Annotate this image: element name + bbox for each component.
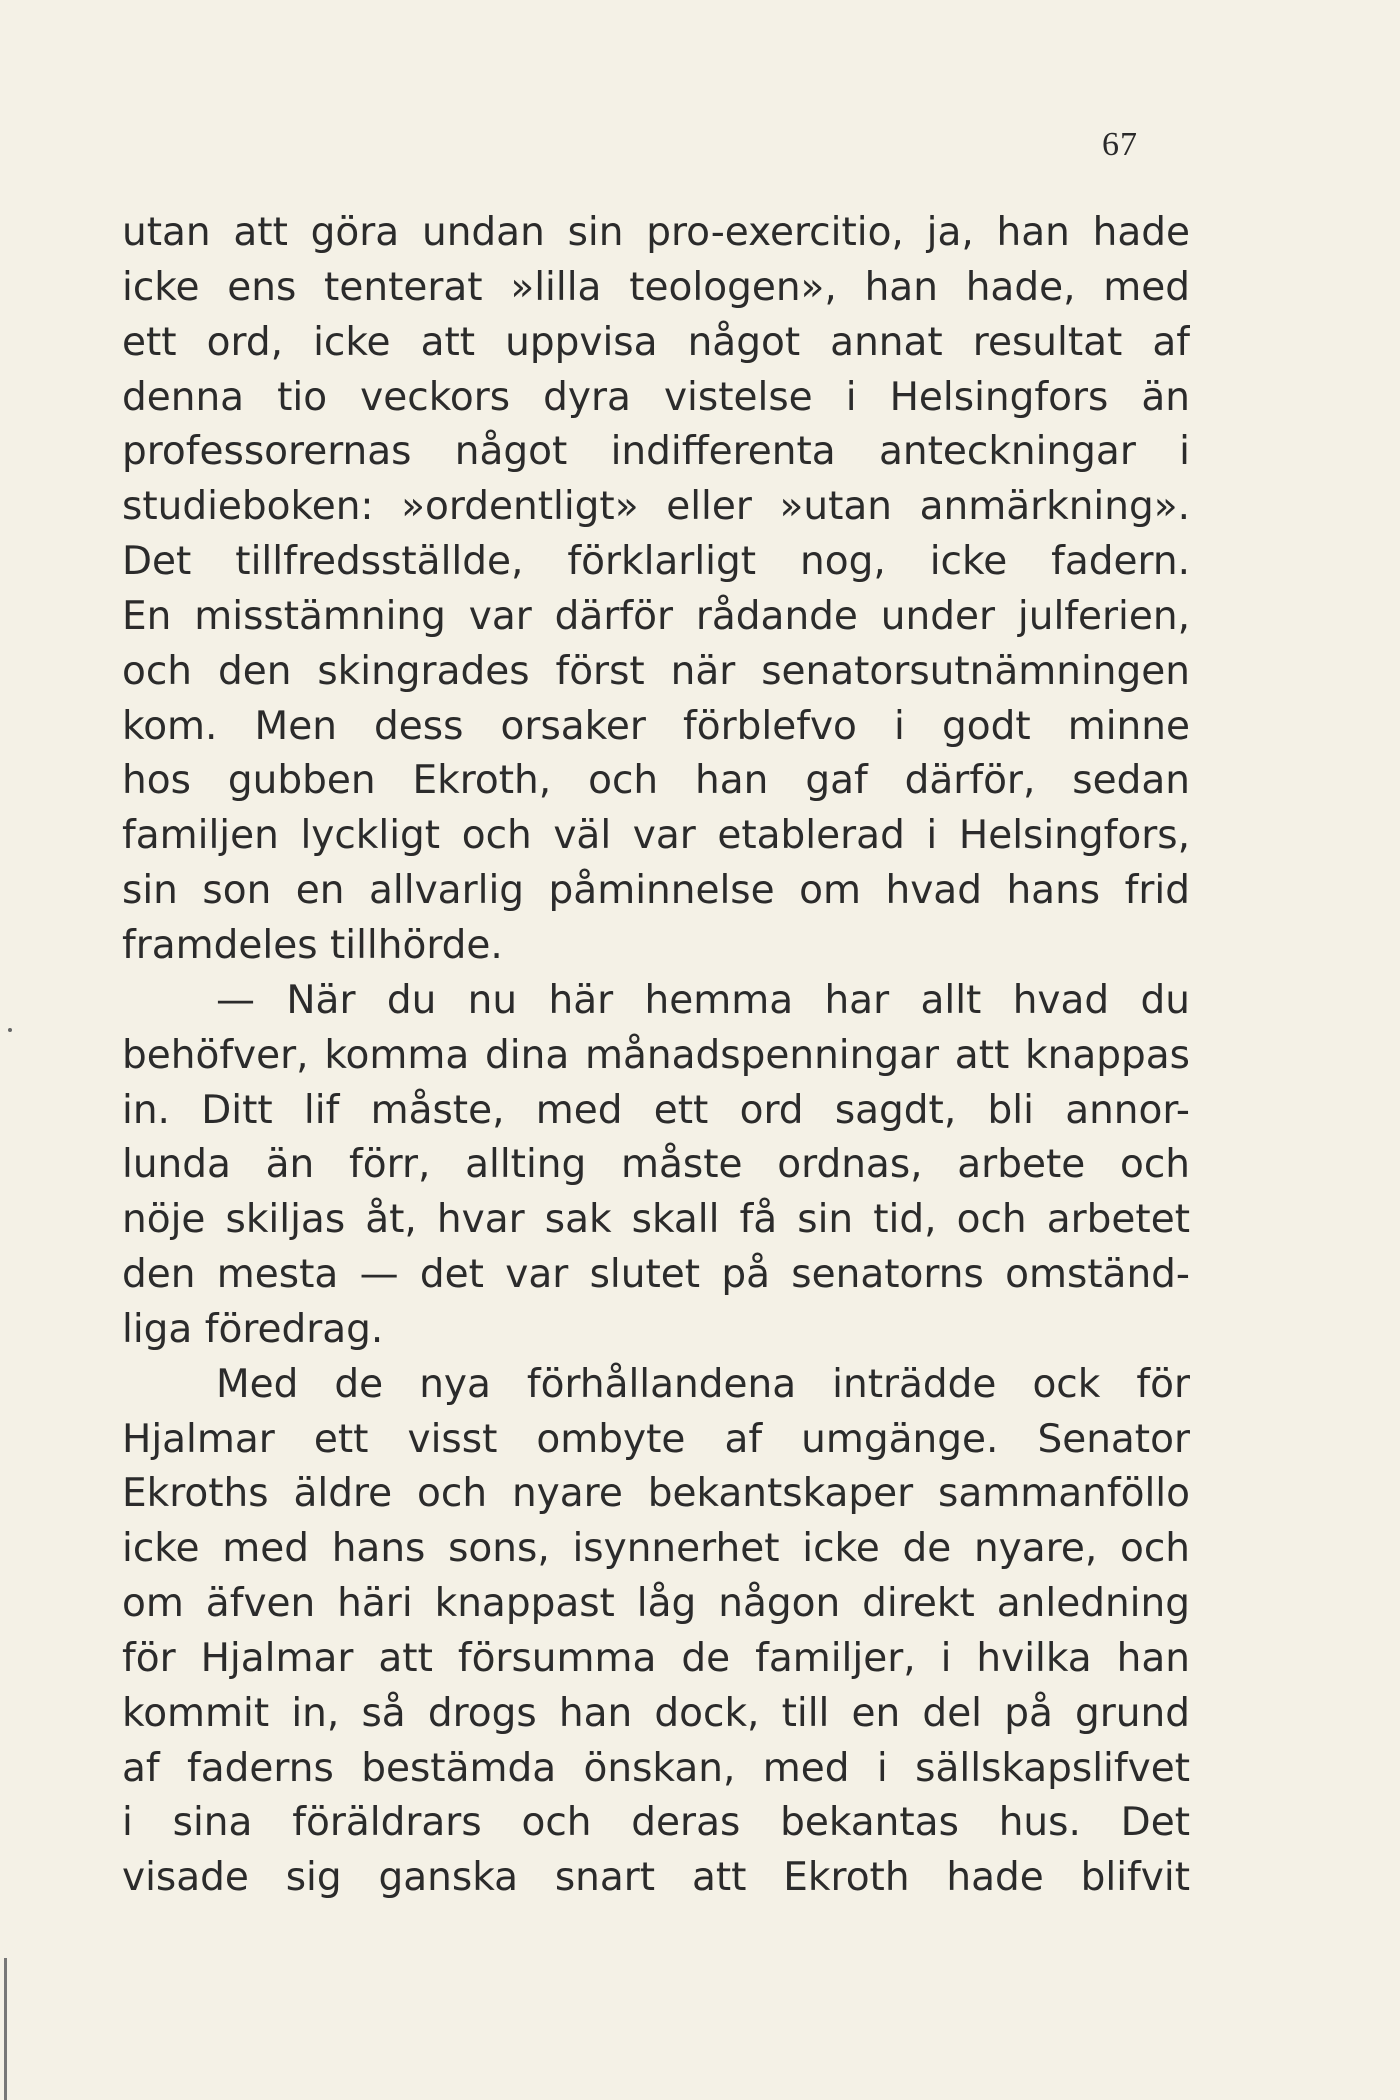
- text-line: i sina föräldrars och deras bekantas hus. Det: [122, 1800, 1190, 1846]
- body-text: [122, 206, 1190, 1906]
- text-line: för Hjalmar att försumma de familjer, i hvilka han: [122, 1635, 1190, 1681]
- text-line: studieboken: »ordentligt» eller »utan anmärkning».: [122, 484, 1190, 530]
- text-line: af faderns bestämda önskan, med i sällskapslifvet: [122, 1745, 1190, 1791]
- text-line: En misstämning var därför rådande under julferien,: [122, 593, 1190, 639]
- text-line: utan att göra undan sin pro-exercitio, ja, han hade: [122, 210, 1190, 255]
- text-line: Ekroths äldre och nyare bekantskaper sammanföllo: [122, 1471, 1190, 1517]
- text-line: Med de nya förhållandena inträdde ock för: [216, 1361, 1190, 1407]
- text-line: icke ens tenterat »lilla teologen», han hade, med: [122, 264, 1190, 310]
- text-line: lunda än förr, allting måste ordnas, arbete och: [122, 1142, 1190, 1188]
- text-line: — När du nu här hemma har allt hvad du: [216, 977, 1190, 1023]
- text-line: om äfven häri knappast låg någon direkt anledning: [122, 1581, 1190, 1627]
- text-line: Hjalmar ett visst ombyte af umgänge. Senator: [122, 1416, 1190, 1462]
- text-line: denna tio veckors dyra vistelse i Helsingfors än: [122, 374, 1190, 420]
- text-line: in. Ditt lif måste, med ett ord sagdt, bli annor-: [122, 1087, 1190, 1133]
- text-line: ett ord, icke att uppvisa något annat resultat af: [122, 319, 1190, 365]
- text-line: kom. Men dess orsaker förblefvo i godt minne: [122, 703, 1190, 749]
- text-line: sin son en allvarlig påminnelse om hvad hans frid: [122, 868, 1190, 914]
- text-line: nöje skiljas åt, hvar sak skall få sin tid, och arbetet: [122, 1197, 1190, 1243]
- text-line: familjen lyckligt och väl var etablerad i Helsingfors,: [122, 813, 1190, 859]
- text-line: den mesta — det var slutet på senatorns omständ-: [122, 1252, 1190, 1298]
- text-line: icke med hans sons, isynnerhet icke de nyare, och: [122, 1526, 1190, 1572]
- text-line: och den skingrades först när senatorsutnämningen: [122, 648, 1190, 694]
- text-line: liga föredrag.: [122, 1306, 384, 1352]
- scan-edge-mark: [4, 1958, 7, 2100]
- text-line: kommit in, så drogs han dock, till en del på grund: [122, 1690, 1190, 1736]
- text-line: behöfver, komma dina månadspenningar att knappas: [122, 1032, 1190, 1078]
- text-line: hos gubben Ekroth, och han gaf därför, sedan: [122, 758, 1190, 804]
- text-line: professorernas något indifferenta anteckningar i: [122, 429, 1190, 475]
- text-line: Det tillfredsställde, förklarligt nog, icke fadern.: [122, 539, 1190, 585]
- text-line: visade sig ganska snart att Ekroth hade blifvit: [122, 1855, 1190, 1901]
- page-number: 67: [1102, 126, 1138, 163]
- text-line: framdeles tillhörde.: [122, 922, 503, 968]
- margin-mark: [8, 1028, 12, 1032]
